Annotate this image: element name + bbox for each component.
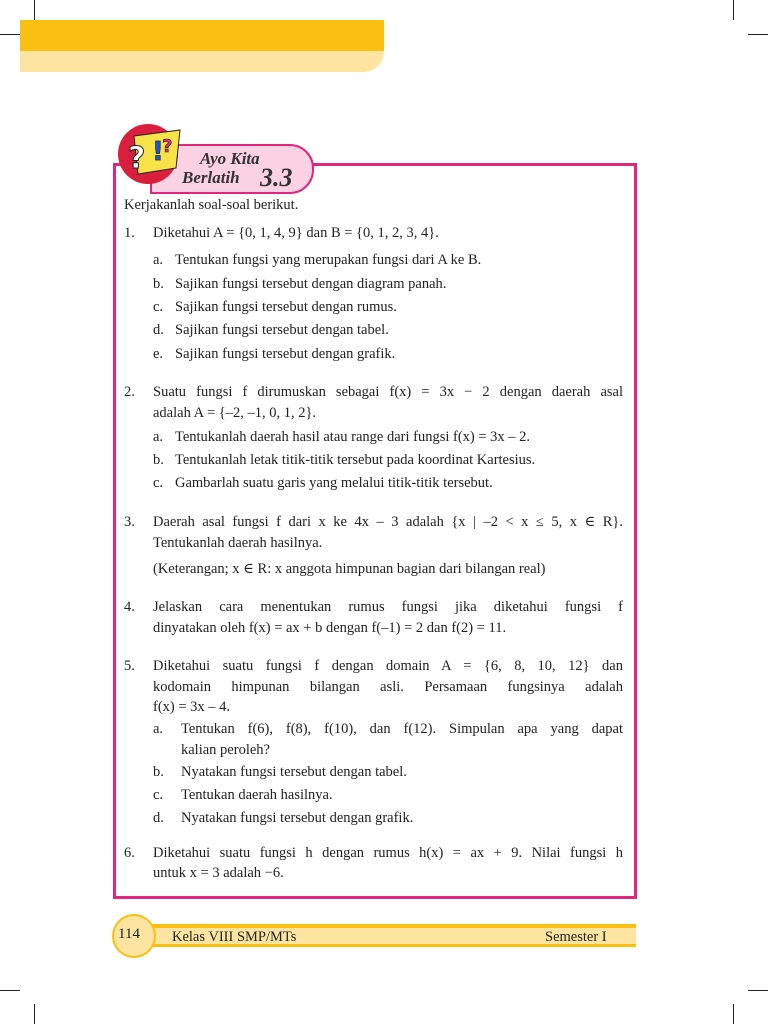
footer-semester-label: Semester I (545, 929, 607, 945)
crop-mark (34, 0, 35, 20)
problem-text: Daerah asal fungsi f dari x ke 4x – 3 adalah {x | –2 < x ≤ 5, x ∈ R}. (153, 514, 623, 530)
item-text: Sajikan fungsi tersebut dengan rumus. (175, 299, 397, 315)
crop-mark (748, 990, 768, 991)
problem-text: Diketahui A = {0, 1, 4, 9} dan B = {0, 1, 2, 3, 4}. (153, 225, 439, 241)
item-label: c. (153, 475, 164, 491)
item-text: Sajikan fungsi tersebut dengan grafik. (175, 346, 396, 362)
item-label: d. (153, 810, 164, 826)
item-label: a. (153, 721, 164, 737)
crop-mark (0, 990, 20, 991)
item-label: d. (153, 322, 164, 338)
item-label: a. (153, 252, 164, 268)
item-text: Tentukan daerah hasilnya. (181, 787, 333, 803)
page-number: 114 (118, 926, 140, 942)
item-text: Sajikan fungsi tersebut dengan tabel. (175, 322, 389, 338)
crop-mark (733, 1004, 734, 1024)
item-text: Nyatakan fungsi tersebut dengan tabel. (181, 764, 407, 780)
problem-text: Diketahui suatu fungsi h dengan rumus h(x) = ax + 9. Nilai fungsi h (153, 845, 623, 861)
problem-text: kodomain himpunan bilangan asli. Persamaan fungsinya adalah (153, 679, 623, 695)
item-label: a. (153, 429, 164, 445)
item-text: Gambarlah suatu garis yang melalui titik-titik tersebut. (175, 475, 493, 491)
item-label: b. (153, 764, 164, 780)
svg-text:!: ! (152, 137, 164, 167)
problem-number: 4. (124, 599, 135, 615)
item-text: Nyatakan fungsi tersebut dengan grafik. (181, 810, 414, 826)
problem-number: 6. (124, 845, 135, 861)
problem-number: 1. (124, 225, 135, 241)
item-label: c. (153, 299, 164, 315)
item-text: Tentukanlah letak titik-titik tersebut pada koordinat Kartesius. (175, 452, 536, 468)
item-text: Tentukanlah daerah hasil atau range dari fungsi f(x) = 3x – 2. (175, 429, 531, 445)
item-label: c. (153, 787, 164, 803)
item-text: Sajikan fungsi tersebut dengan diagram panah. (175, 276, 447, 292)
section-title-line1: Ayo Kita (200, 149, 260, 168)
problem-number: 3. (124, 514, 135, 530)
svg-text:?: ? (128, 141, 146, 176)
item-label: b. (153, 276, 164, 292)
problem-text: Suatu fungsi f dirumuskan sebagai f(x) = 3x − 2 dengan daerah asal (153, 384, 623, 400)
problem-text: f(x) = 3x – 4. (153, 699, 231, 715)
crop-mark (34, 1004, 35, 1024)
footer-class-label: Kelas VIII SMP/MTs (172, 929, 297, 945)
problem-text: Tentukanlah daerah hasilnya. (153, 535, 323, 551)
problem-text: untuk x = 3 adalah −6. (153, 865, 284, 881)
section-title-line2: Berlatih (182, 168, 240, 187)
item-label: b. (153, 452, 164, 468)
problem-number: 2. (124, 384, 135, 400)
problem-text: dinyatakan oleh f(x) = ax + b dengan f(–1) = 2 dan f(2) = 11. (153, 620, 507, 636)
crop-mark (748, 34, 768, 35)
problem-note: (Keterangan; x ∈ R: x anggota himpunan bagian dari bilangan real) (153, 561, 546, 577)
section-number: 3.3 (260, 163, 293, 192)
item-text: Tentukan fungsi yang merupakan fungsi dari A ke B. (175, 252, 482, 268)
problem-number: 5. (124, 658, 135, 674)
problem-text: Diketahui suatu fungsi f dengan domain A = {6, 8, 10, 12} dan (153, 658, 623, 674)
header-band-light (20, 51, 384, 72)
question-exclamation-badge-icon (114, 116, 188, 190)
item-text: kalian peroleh? (181, 742, 270, 758)
footer-band-top-line (126, 924, 636, 928)
crop-mark (0, 34, 20, 35)
svg-text:?: ? (162, 136, 173, 157)
header-band (20, 20, 384, 51)
problem-text: adalah A = {–2, –1, 0, 1, 2}. (153, 405, 317, 421)
item-text: Tentukan f(6), f(8), f(10), dan f(12). Simpulan apa yang dapat (181, 721, 623, 737)
intro-text: Kerjakanlah soal-soal berikut. (124, 197, 299, 213)
problem-text: Jelaskan cara menentukan rumus fungsi jika diketahui fungsi f (153, 599, 623, 615)
crop-mark (733, 0, 734, 20)
item-label: e. (153, 346, 164, 362)
